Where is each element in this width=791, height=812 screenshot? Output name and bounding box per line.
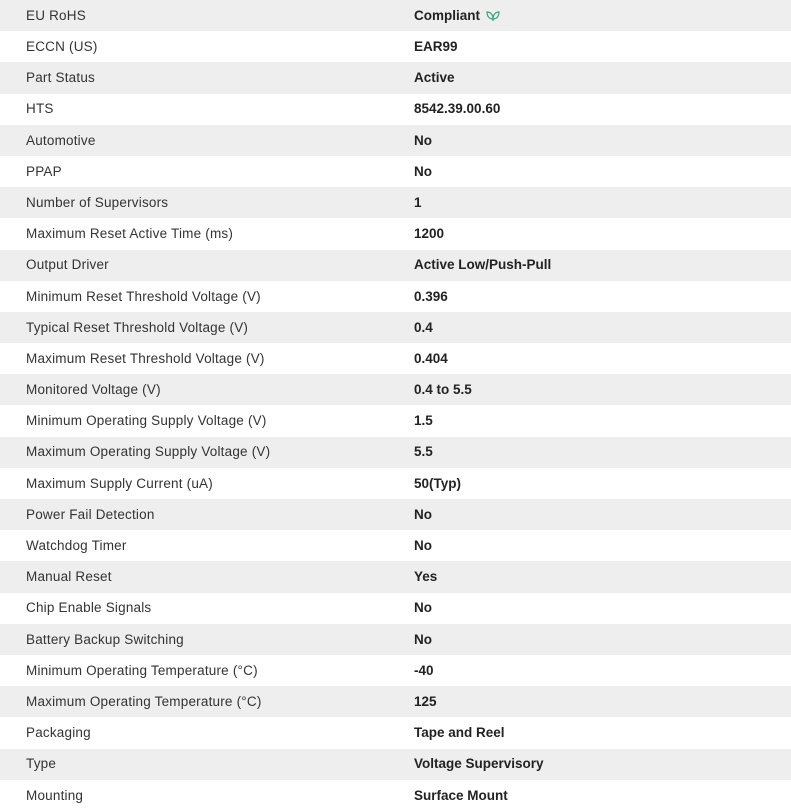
spec-value	[414, 343, 791, 374]
spec-value	[414, 686, 791, 717]
spec-row	[0, 125, 791, 156]
spec-label: Maximum Operating Supply Voltage (V)	[0, 437, 414, 468]
spec-row	[0, 250, 791, 281]
spec-label: Battery Backup Switching	[0, 624, 414, 655]
spec-row	[0, 561, 791, 592]
spec-row	[0, 405, 791, 436]
spec-value-text: 0.4	[414, 319, 433, 335]
spec-row	[0, 780, 791, 811]
spec-label: Maximum Supply Current (uA)	[0, 468, 414, 499]
spec-row	[0, 593, 791, 624]
spec-value-text: 8542.39.00.60	[414, 101, 501, 117]
spec-row	[0, 624, 791, 655]
spec-row	[0, 374, 791, 405]
spec-value	[414, 437, 791, 468]
spec-value-text: No	[414, 538, 432, 554]
spec-value-text: Active Low/Push-Pull	[414, 257, 552, 273]
spec-label: Packaging	[0, 717, 414, 748]
spec-row	[0, 31, 791, 62]
spec-row	[0, 655, 791, 686]
spec-value	[414, 749, 791, 780]
spec-label: Part Status	[0, 62, 414, 93]
spec-label: ECCN (US)	[0, 31, 414, 62]
spec-value-text: -40	[414, 662, 434, 678]
spec-label: HTS	[0, 94, 414, 125]
spec-label: Chip Enable Signals	[0, 593, 414, 624]
spec-label: Maximum Reset Active Time (ms)	[0, 218, 414, 249]
spec-label: Watchdog Timer	[0, 530, 414, 561]
spec-label: Maximum Operating Temperature (°C)	[0, 686, 414, 717]
spec-value	[414, 405, 791, 436]
spec-value-text: 0.404	[414, 350, 448, 366]
spec-label: Number of Supervisors	[0, 187, 414, 218]
spec-label: Maximum Reset Threshold Voltage (V)	[0, 343, 414, 374]
spec-value	[414, 31, 791, 62]
spec-value	[414, 561, 791, 592]
spec-value	[414, 250, 791, 281]
spec-value	[414, 468, 791, 499]
spec-value-text: Tape and Reel	[414, 725, 505, 741]
spec-value-text: 1.5	[414, 413, 433, 429]
leaf-icon	[486, 9, 500, 21]
spec-value-text: No	[414, 163, 432, 179]
spec-value	[414, 125, 791, 156]
spec-row	[0, 62, 791, 93]
spec-label: Power Fail Detection	[0, 499, 414, 530]
spec-row	[0, 218, 791, 249]
spec-value-text: Voltage Supervisory	[414, 756, 544, 772]
spec-row	[0, 437, 791, 468]
spec-row	[0, 686, 791, 717]
spec-label: Output Driver	[0, 250, 414, 281]
spec-value-text: Compliant	[414, 7, 480, 23]
spec-value	[414, 655, 791, 686]
spec-value	[414, 499, 791, 530]
spec-row	[0, 530, 791, 561]
spec-label: PPAP	[0, 156, 414, 187]
spec-value-text: 50(Typ)	[414, 475, 462, 491]
spec-value	[414, 0, 791, 31]
spec-value	[414, 187, 791, 218]
spec-row	[0, 0, 791, 31]
spec-value-text: 1	[414, 194, 422, 210]
spec-row	[0, 312, 791, 343]
spec-value-text: 0.396	[414, 288, 448, 304]
spec-row	[0, 281, 791, 312]
spec-label: Minimum Operating Supply Voltage (V)	[0, 405, 414, 436]
spec-row	[0, 749, 791, 780]
spec-row	[0, 94, 791, 125]
spec-value	[414, 374, 791, 405]
spec-value-text: No	[414, 600, 432, 616]
spec-value	[414, 218, 791, 249]
spec-value	[414, 530, 791, 561]
spec-label: Minimum Reset Threshold Voltage (V)	[0, 281, 414, 312]
spec-value-text: 125	[414, 693, 437, 709]
spec-value	[414, 94, 791, 125]
spec-value-text: Active	[414, 70, 455, 86]
spec-row	[0, 343, 791, 374]
spec-label: Mounting	[0, 780, 414, 811]
spec-row	[0, 156, 791, 187]
spec-value	[414, 717, 791, 748]
spec-value	[414, 156, 791, 187]
spec-value-text: 0.4 to 5.5	[414, 382, 472, 398]
spec-value	[414, 624, 791, 655]
spec-label: Monitored Voltage (V)	[0, 374, 414, 405]
spec-row	[0, 187, 791, 218]
spec-value-text: No	[414, 506, 432, 522]
spec-value	[414, 312, 791, 343]
spec-value-text: 1200	[414, 226, 445, 242]
spec-value-text: Surface Mount	[414, 787, 508, 803]
spec-value-text: No	[414, 132, 432, 148]
spec-label: Minimum Operating Temperature (°C)	[0, 655, 414, 686]
spec-value-text: Yes	[414, 569, 438, 585]
spec-label: Manual Reset	[0, 561, 414, 592]
spec-row	[0, 717, 791, 748]
spec-value-text: No	[414, 631, 432, 647]
spec-label: Type	[0, 749, 414, 780]
spec-value-text: 5.5	[414, 444, 433, 460]
spec-value-text: EAR99	[414, 39, 458, 55]
spec-value	[414, 62, 791, 93]
spec-row	[0, 468, 791, 499]
spec-value	[414, 281, 791, 312]
spec-label: EU RoHS	[0, 0, 414, 31]
spec-label: Typical Reset Threshold Voltage (V)	[0, 312, 414, 343]
spec-row	[0, 499, 791, 530]
spec-value	[414, 780, 791, 811]
spec-label: Automotive	[0, 125, 414, 156]
spec-value	[414, 593, 791, 624]
